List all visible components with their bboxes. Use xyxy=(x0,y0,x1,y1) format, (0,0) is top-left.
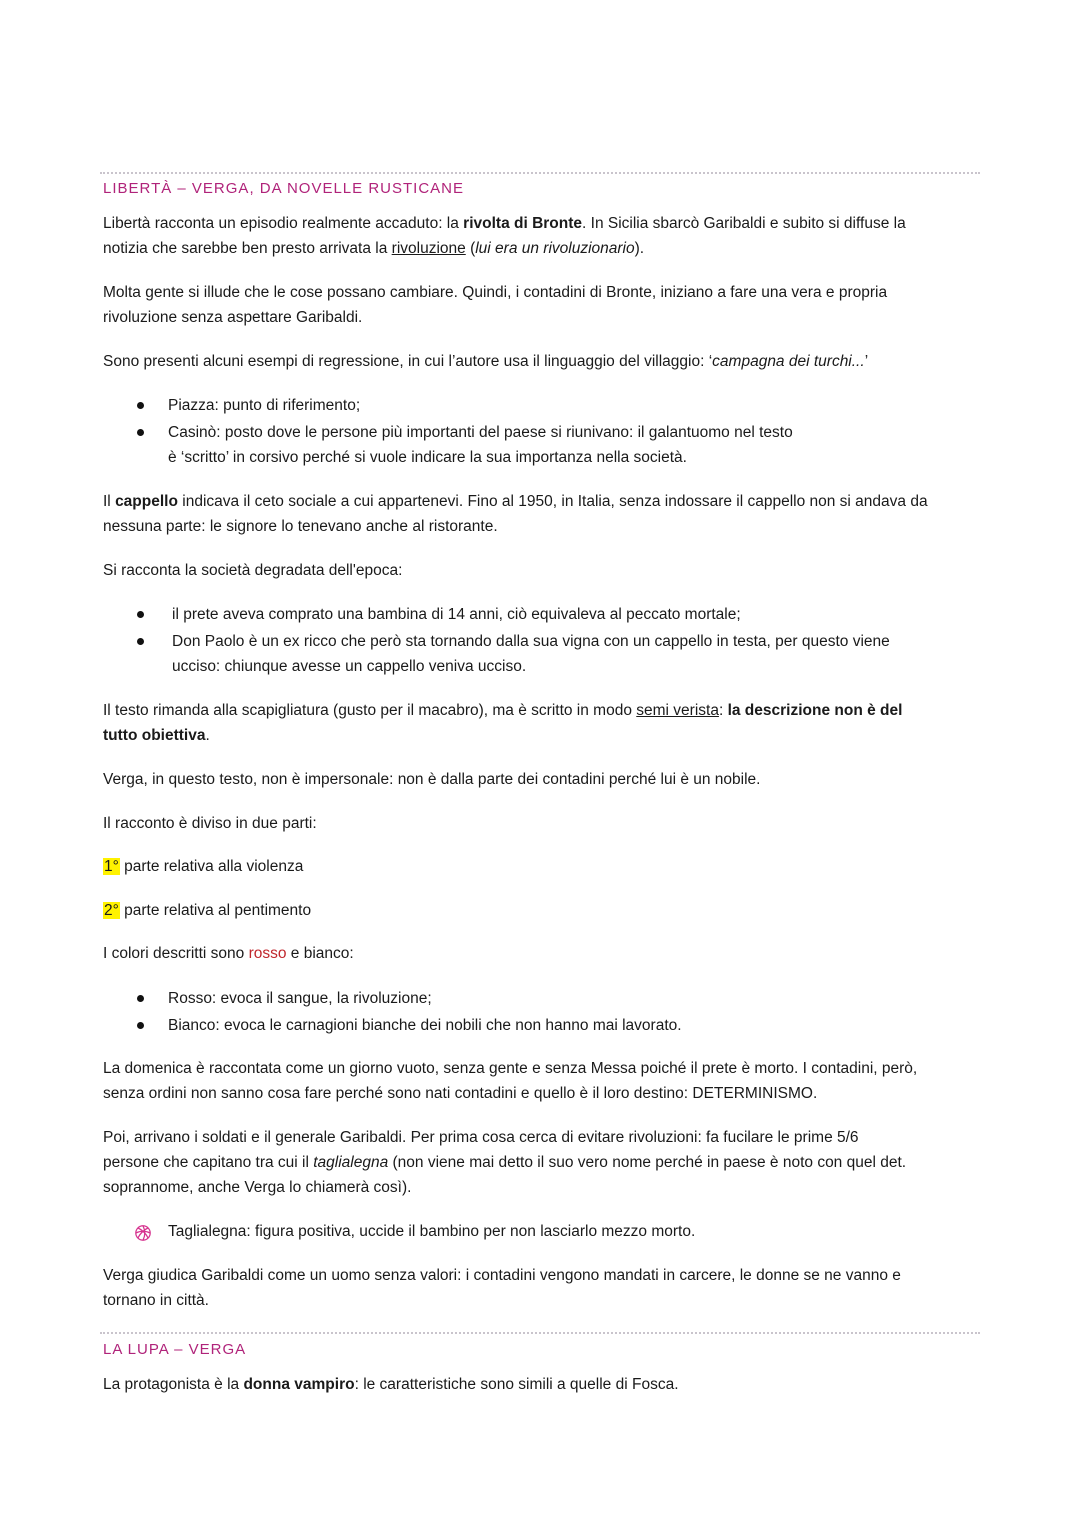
text-run: nessuna parte: le signore lo tenevano anche al ristorante. xyxy=(103,518,498,535)
text-run: ). xyxy=(634,240,645,257)
bullet-icon xyxy=(137,638,144,645)
underlined-text: rivoluzione xyxy=(391,240,466,257)
text-run: Libertà racconta un episodio realmente accaduto: la xyxy=(103,215,464,232)
list-item: il prete aveva comprato una bambina di 14 anni, ciò equivaleva al peccato mortale; xyxy=(172,606,741,623)
text-run: tornano in città. xyxy=(103,1292,209,1309)
bullet-icon xyxy=(137,402,144,409)
underlined-text: semi verista xyxy=(636,702,719,719)
text-run: La protagonista è la xyxy=(103,1376,244,1393)
italic-text: lui era un rivoluzionario xyxy=(475,240,635,257)
list-item: Piazza: punto di riferimento; xyxy=(168,397,361,414)
text-run: La domenica è raccontata come un giorno vuoto, senza gente e senza Messa poiché il prete è morto. I contadini, però, xyxy=(103,1060,918,1077)
text-run: indicava il ceto sociale a cui appartenevi. Fino al 1950, in Italia, senza indossare il cappello non si andava da xyxy=(177,493,928,510)
section-divider xyxy=(100,1332,980,1334)
text-run: ( xyxy=(465,240,476,257)
highlighted-number: 1° xyxy=(104,858,119,875)
paragraph-lupa xyxy=(103,1372,983,1397)
text-run: . xyxy=(205,727,210,744)
list-item xyxy=(172,629,972,679)
list-item: Rosso: evoca il sangue, la rivoluzione; xyxy=(168,990,432,1007)
text-run: parte relativa alla violenza xyxy=(119,858,304,875)
part-one xyxy=(103,854,983,879)
paragraph-parts: Il racconto è diviso in due parti: xyxy=(103,815,317,832)
part-two xyxy=(103,898,983,923)
paragraph-society: Si racconta la società degradata dell'epoca: xyxy=(103,562,403,579)
text-run: rivoluzione senza aspettare Garibaldi. xyxy=(103,309,363,326)
text-run: soprannome, anche Verga lo chiamerà così). xyxy=(103,1179,412,1196)
text-run: : le caratteristiche sono simili a quelle di Fosca. xyxy=(354,1376,679,1393)
bold-text: la descrizione non è del xyxy=(727,702,903,719)
text-run: Il xyxy=(103,493,116,510)
bullet-icon xyxy=(137,1022,144,1029)
flower-bullet-icon xyxy=(134,1224,152,1242)
flower-list-item: Taglialegna: figura positiva, uccide il bambino per non lasciarlo mezzo morto. xyxy=(168,1223,696,1240)
text-run: I colori descritti sono xyxy=(103,945,249,962)
paragraph-colors xyxy=(103,941,983,966)
text-run: persone che capitano tra cui il xyxy=(103,1154,314,1171)
text-run: ucciso: chiunque avesse un cappello veniva ucciso. xyxy=(172,658,527,675)
text-run: Don Paolo è un ex ricco che però sta tornando dalla sua vigna con un cappello in testa, per questo viene xyxy=(172,633,890,650)
paragraph-scapigliatura xyxy=(103,698,983,748)
text-run: notizia che sarebbe ben presto arrivata la xyxy=(103,240,392,257)
text-run: Sono presenti alcuni esempi di regressione, in cui l’autore usa il linguaggio del villaggio: ‘ xyxy=(103,353,713,370)
text-run: Casinò: posto dove le persone più importanti del paese si riunivano: il galantuomo nel testo xyxy=(168,424,793,441)
text-run: senza ordini non sanno cosa fare perché sono nati contadini e quello è il loro destino: DETERMINISMO. xyxy=(103,1085,818,1102)
section-heading-lupa: LA LUPA – VERGA xyxy=(103,1341,247,1358)
paragraph-giudizio xyxy=(103,1263,983,1313)
text-run: . In Sicilia sbarcò Garibaldi e subito si diffuse la xyxy=(582,215,906,232)
italic-text: campagna dei turchi... xyxy=(712,353,865,370)
text-run: parte relativa al pentimento xyxy=(119,902,312,919)
bold-text: tutto obiettiva xyxy=(103,727,206,744)
text-run: e bianco: xyxy=(286,945,354,962)
text-run: è ‘scritto’ in corsivo perché si vuole indicare la sua importanza nella società. xyxy=(168,449,687,466)
section-divider xyxy=(100,172,980,174)
paragraph-impersonal: Verga, in questo testo, non è impersonale: non è dalla parte dei contadini perché lui è un nobile. xyxy=(103,771,761,788)
text-run: : xyxy=(718,702,728,719)
red-text: rosso xyxy=(248,945,287,962)
paragraph-intro xyxy=(103,211,983,261)
list-item: Bianco: evoca le carnagioni bianche dei nobili che non hanno mai lavorato. xyxy=(168,1017,682,1034)
text-run: ’ xyxy=(864,353,869,370)
paragraph-regression xyxy=(103,349,983,374)
text-run: Verga giudica Garibaldi come un uomo senza valori: i contadini vengono mandati in carcere, le donne se ne vanno e xyxy=(103,1267,901,1284)
bold-text: donna vampiro xyxy=(243,1376,355,1393)
bullet-icon xyxy=(137,429,144,436)
text-run: Molta gente si illude che le cose possano cambiare. Quindi, i contadini di Bronte, iniziano a fare una vera e propria xyxy=(103,284,888,301)
paragraph-cappello xyxy=(103,489,983,539)
bold-text: rivolta di Bronte xyxy=(463,215,583,232)
paragraph-illusion xyxy=(103,280,983,330)
text-run: (non viene mai detto il suo vero nome perché in paese è noto con quel det. xyxy=(388,1154,907,1171)
highlighted-number: 2° xyxy=(104,902,119,919)
section-heading-liberta: LIBERTÀ – VERGA, DA NOVELLE RUSTICANE xyxy=(103,180,464,197)
list-item xyxy=(168,420,968,470)
italic-text: taglialegna xyxy=(313,1154,389,1171)
text-run: Il testo rimanda alla scapigliatura (gusto per il macabro), ma è scritto in modo xyxy=(103,702,637,719)
paragraph-domenica xyxy=(103,1056,983,1106)
bullet-icon xyxy=(137,995,144,1002)
bold-text: cappello xyxy=(115,493,178,510)
text-run: Poi, arrivano i soldati e il generale Garibaldi. Per prima cosa cerca di evitare rivoluzioni: fa fucilare le prime 5/6 xyxy=(103,1129,859,1146)
bullet-icon xyxy=(137,611,144,618)
paragraph-soldati xyxy=(103,1125,983,1200)
